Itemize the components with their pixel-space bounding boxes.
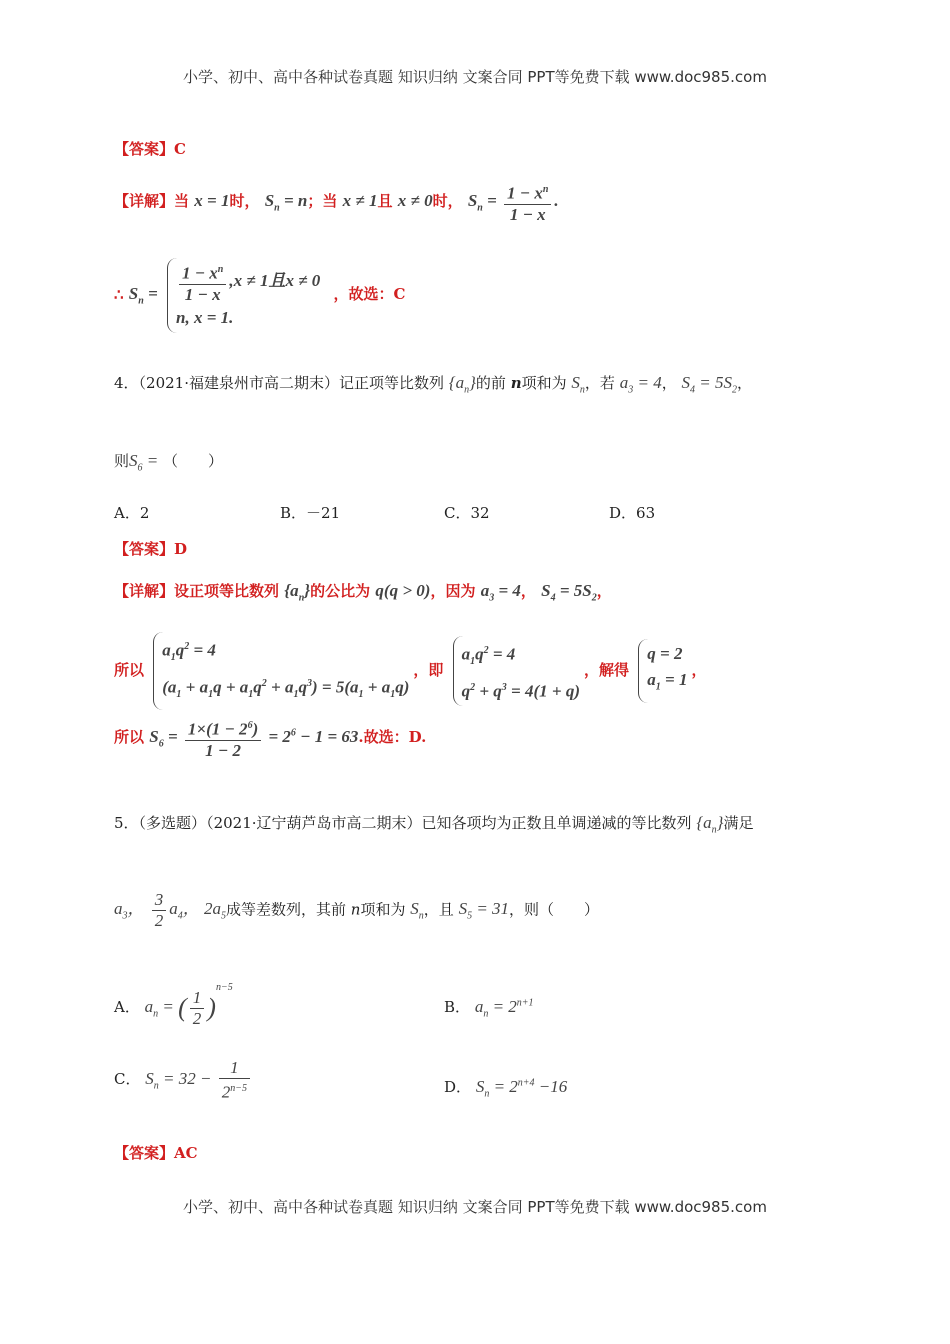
formula: $\{a_n\}$ [696,813,724,836]
q4-detail-line3 [114,716,426,761]
option-label: D． [444,1078,472,1096]
formula: $S_6$ = [129,451,159,474]
text: ， [691,661,707,680]
answer-label: 【答案】 [114,140,175,158]
option-label: D． [609,504,637,522]
text: 所以 [114,728,145,747]
text: 所以 [114,661,145,680]
q4-option-b[interactable] [280,502,340,523]
option-value: 32 [470,504,490,522]
q4-detail-line2 [114,632,706,710]
q5-option-b[interactable] [444,996,534,1019]
question-number: 5． [114,814,139,832]
option-value: 63 [636,504,656,522]
detail-label: 【详解】 [114,582,175,600]
text: 成等差数列，其前 [226,900,347,919]
text: n, x = 1. [175,307,234,327]
text: （ ） [163,452,224,470]
text: 当 [174,192,190,211]
text: 且 [377,192,393,211]
option-label: A． [114,504,140,522]
text: 记正项等比数列 [339,374,445,392]
answer-value: AC [174,1144,198,1162]
formula: $S_n = 2^{n+4} -16$ [475,1077,568,1100]
text: ， [736,374,752,392]
text: 项和为 [360,900,406,919]
option-value: －21 [306,504,341,522]
page-header: 小学、初中、高中各种试卷真题 知识归纳 文案合同 PPT等免费下载 www.doc985.com [183,68,767,86]
question-number: 4． [114,374,139,392]
text: 则 [114,452,130,470]
text: ，若 [584,374,615,392]
text: （多选题） [138,814,207,832]
text: 已知各项均为正数且单调递减的等比数列 [421,814,692,832]
text: 的公比为 [310,582,371,600]
formula: $S_5 = 31$ [458,899,510,922]
formula: $\{a_n\}$ [448,373,476,396]
answer-label: 【答案】 [114,1144,175,1162]
formula: $S_4 = 5S_2$ [681,373,737,396]
q4-answer [114,538,187,559]
formula-sn: $S_n$ = $\frac{1 - x^n}{1 - x}$ . [468,191,559,210]
answer-value: D [174,540,188,558]
text: ，即 [413,661,444,680]
q3-piecewise [114,258,405,333]
formula: $a_n$ = ( $\frac{1}{2}$ )$^{n-5}$ [144,982,233,1028]
q4-detail-line1 [114,580,612,603]
answer-value: C [174,140,186,158]
q4-option-a[interactable] [114,502,149,523]
q5-stem [114,812,753,835]
formula-s6: $S_6$ = $\frac{1\times(1 - 2^6)}{1 - 2}$ = $2^6 - 1 = 63$ [149,727,358,746]
q4-option-c[interactable] [444,502,490,523]
option-value: 2 [139,504,150,522]
q5-option-a[interactable] [114,982,233,1029]
formula: $a_3$， $\frac{3}{2}$ $a_4$， $2a_5$ [114,890,226,930]
system-3: q = 2 $a_1 = 1$ [638,639,687,702]
formula: $S_n$ = [128,284,158,307]
option-label: B． [444,998,471,1016]
q4-stem [114,372,752,395]
text: ，解得 [584,661,630,680]
formula: x = 1 [194,191,230,211]
text: n [510,374,522,392]
option-label: C． [114,1070,141,1089]
piecewise-system: $\frac{1 - x^n}{1 - x}$ ,x ≠ 1且x ≠ 0 n, x = 1. [167,258,320,333]
q4-option-d[interactable] [609,502,655,523]
option-label: A． [114,998,140,1016]
text: ，因为 [430,582,476,600]
text: 时， [229,192,260,211]
system-2: $a_1q^2 = 4$ $q^2 + q^3 = 4(1 + q)$ [453,636,580,707]
formula: $a_3 = 4$ [480,581,521,604]
formula: $\{a_n\}$ [284,581,311,604]
formula: x ≠ 1 [342,191,378,211]
page-footer: 小学、初中、高中各种试卷真题 知识归纳 文案合同 PPT等免费下载 www.doc985.com [183,1198,767,1216]
text: 项和为 [521,374,567,392]
text: ， [661,374,677,392]
text: ， [520,582,536,600]
q5-answer [114,1142,198,1163]
text: ；当 [307,192,338,211]
q4-stem-line2 [114,450,223,473]
formula: $S_n$ [571,373,585,396]
formula: $a_3 = 4$ [619,373,662,396]
formula: $S_n$ [410,899,424,922]
q5-option-c[interactable] [114,1058,253,1103]
text: 的前 [475,374,506,392]
option-label: C． [444,504,471,522]
text: .故选：D. [358,728,427,747]
text: 设正项等比数列 [174,582,280,600]
text: ,x ≠ 1且x ≠ 0 [229,271,321,291]
formula: q(q > 0) [375,581,431,600]
q5-option-d[interactable] [444,1076,567,1099]
text: ，则（ ） [509,900,600,919]
text: 满足 [723,814,754,832]
q5-stem-line2 [114,890,599,931]
answer-label: 【答案】 [114,540,175,558]
formula: $a_n = 2^{n+1}$ [474,997,534,1020]
formula: $S_n = n$ [264,191,308,214]
formula: x ≠ 0 [397,191,433,211]
text: ， [596,582,612,600]
text: ，故选：C [333,285,406,304]
detail-label: 【详解】 [114,192,175,211]
formula: $S_4 = 5S_2$ [541,581,597,604]
text: n [350,900,361,919]
formula: $S_n = 32$ − $\frac{1}{2^{n-5}}$ [145,1069,253,1088]
q3-detail-line1 [114,180,559,225]
source: （2021·福建泉州市高二期末） [138,374,339,392]
source: （2021·辽宁葫芦岛市高二期末） [206,814,422,832]
text: 时， [432,192,463,211]
text: ，且 [423,900,454,919]
option-label: B． [280,504,307,522]
text: ∴ [114,285,124,304]
system-1: $a_1q^2 = 4$ $(a_1 + a_1q + a_1q^2 + a_1q^3) = 5(a_1 + a_1q)$ [153,632,409,710]
q3-answer [114,138,186,159]
